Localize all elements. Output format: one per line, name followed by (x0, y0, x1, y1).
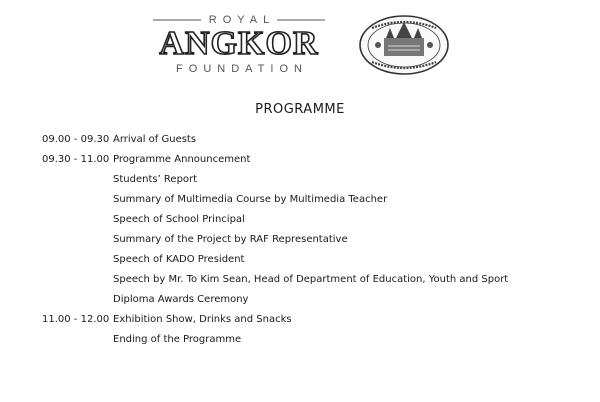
programme-item: Summary of the Project by RAF Representative (113, 234, 348, 245)
programme-item: Exhibition Show, Drinks and Snacks (113, 314, 292, 325)
programme-item: Students’ Report (113, 174, 198, 185)
logo-angkor-text: ANGKOR (159, 25, 319, 62)
page-title: PROGRAMME (255, 102, 345, 117)
programme-item: Speech by Mr. To Kim Sean, Head of Department of Education, Youth and Sport (113, 274, 509, 285)
kado-seal-logo (358, 14, 450, 76)
logo-foundation-text: FOUNDATION (176, 63, 308, 75)
programme-time: 11.00 - 12.00 (42, 314, 110, 325)
programme-item: Speech of KADO President (113, 254, 245, 265)
royal-angkor-foundation-logo (151, 14, 327, 76)
programme-item: Speech of School Principal (113, 214, 245, 225)
programme-item: Programme Announcement (113, 154, 251, 165)
programme-time: 09.00 - 09.30 (42, 134, 110, 145)
programme-item: Summary of Multimedia Course by Multimedia Teacher (113, 194, 388, 205)
logo-royal-text: ROYAL (208, 14, 276, 26)
programme-item: Ending of the Programme (113, 334, 242, 345)
temple-seal-icon (358, 14, 450, 76)
programme-time: 09.30 - 11.00 (42, 154, 110, 165)
programme-item: Arrival of Guests (113, 134, 197, 145)
programme-item: Diploma Awards Ceremony (113, 294, 249, 305)
